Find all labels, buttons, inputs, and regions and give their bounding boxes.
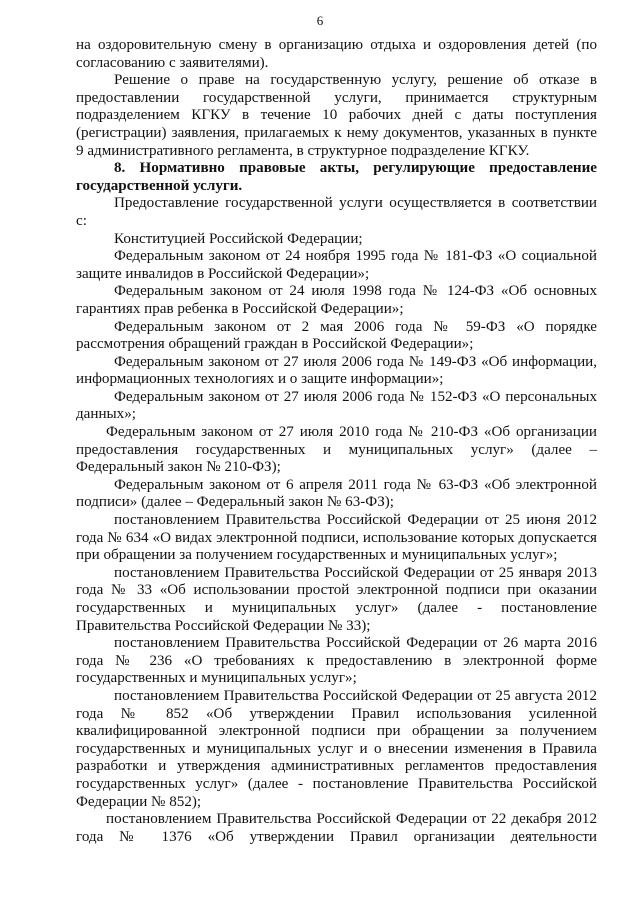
list-item-law-210fz: Федеральным законом от 27 июля 2010 года № 210-ФЗ «Об организации предоставления государственных и муниципальных услуг» (далее – Федеральный закон № 210-ФЗ); bbox=[76, 424, 597, 476]
paragraph-legal-basis-intro: Предоставление государственной услуги осуществляется в соответствии с: bbox=[76, 195, 597, 229]
list-item-resolution-852: постановлением Правительства Российской Федерации от 25 августа 2012 года № 852 «Об утверждении Правил использования усиленной квалифицированной электронной подписи при обращении за получением государственных и муниципальных услуг и о внесении изменения в Правила разработки и утверждения административных регламентов предоставления государственных услуг» (далее - постановление Правительства Российской Федерации № 852); bbox=[76, 687, 597, 810]
list-item-law-124fz: Федеральным законом от 24 июля 1998 года № 124-ФЗ «Об основных гарантиях прав ребенка в Российской Федерации»; bbox=[76, 283, 597, 317]
list-item-law-152fz: Федеральным законом от 27 июля 2006 года № 152-ФЗ «О персональных данных»; bbox=[76, 388, 597, 423]
document-body bbox=[76, 37, 597, 846]
list-item-resolution-236: постановлением Правительства Российской Федерации от 26 марта 2016 года № 236 «О требованиях к предоставлению в электронной форме государственных и муниципальных услуг»; bbox=[76, 635, 597, 687]
list-item-law-181fz: Федеральным законом от 24 ноября 1995 года № 181-ФЗ «О социальной защите инвалидов в Российской Федерации»; bbox=[76, 248, 597, 282]
list-item-law-149fz: Федеральным законом от 27 июля 2006 года № 149-ФЗ «Об информации, информационных технологиях и о защите информации»; bbox=[76, 353, 597, 388]
list-item-resolution-634: постановлением Правительства Российской Федерации от 25 июня 2012 года № 634 «О видах электронной подписи, использование которых допускается при обращении за получением государственных и муниципальных услуг»; bbox=[76, 512, 597, 564]
list-item-constitution: Конституцией Российской Федерации; bbox=[114, 230, 363, 247]
paragraph-decision-terms: Решение о праве на государственную услугу, решение об отказе в предоставлении государственной услуги, принимается структурным подразделением КГКУ в течение 10 рабочих дней с даты поступления (регистрации) заявления, прилагаемых к нему документов, указанных в пункте 9 административного регламента, в структурное подразделение КГКУ. bbox=[76, 72, 597, 159]
section-heading-legal-acts: 8. Нормативно правовые акты, регулирующие предоставление государственной услуги. bbox=[76, 160, 597, 194]
page-number: 6 bbox=[316, 13, 324, 28]
list-item-law-63fz: Федеральным законом от 6 апреля 2011 года № 63-ФЗ «Об электронной подписи» (далее – Федеральный закон № 63-ФЗ); bbox=[76, 476, 597, 511]
paragraph-continuation: на оздоровительную смену в организацию отдыха и оздоровления детей (по согласованию с заявителями). bbox=[76, 37, 597, 71]
list-item-law-59fz: Федеральным законом от 2 мая 2006 года № 59-ФЗ «О порядке рассмотрения обращений граждан в Российской Федерации»; bbox=[76, 318, 597, 353]
list-item-resolution-33: постановлением Правительства Российской Федерации от 25 января 2013 года № 33 «Об использовании простой электронной подписи при оказании государственных и муниципальных услуг» (далее - постановление Правительства Российской Федерации № 33); bbox=[76, 564, 597, 634]
list-item-resolution-1376: постановлением Правительства Российской Федерации от 22 декабря 2012 года № 1376 «Об утверждении Правил организации деятельности bbox=[76, 811, 597, 845]
